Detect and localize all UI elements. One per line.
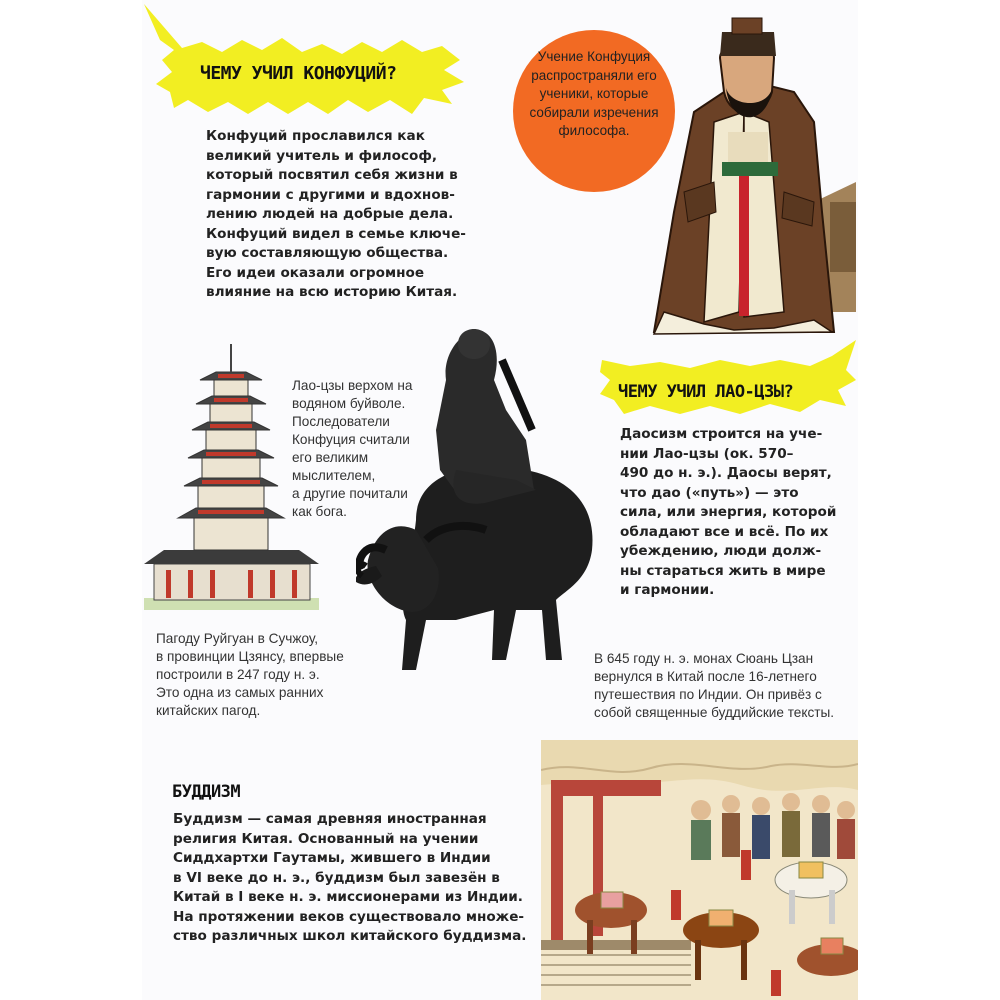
laozi-body-line: нии Лао-цзы (ок. 570– bbox=[620, 445, 794, 462]
confucius-body-line: Конфуций видел в семье ключе- bbox=[206, 225, 466, 242]
statue-caption-line: его великим bbox=[292, 450, 369, 465]
confucius-body-line: гармонии с другими и вдохнов- bbox=[206, 186, 455, 203]
pagoda-caption-line: в провинции Цзянсу, впервые bbox=[156, 649, 344, 664]
circle-line: ученики, которые bbox=[539, 86, 649, 101]
confucius-body-line: который посвятил себя жизни в bbox=[206, 167, 458, 183]
laozi-heading: ЧЕМУ УЧИЛ ЛАО-ЦЗЫ? bbox=[618, 382, 794, 402]
confucius-body-line: Конфуций прославился как bbox=[206, 128, 425, 144]
buddhism-body-line: Китай в I веке н. э. миссионерами из Индии. bbox=[173, 889, 523, 905]
monk-caption-line: В 645 году н. э. монах Сюань Цзан bbox=[594, 651, 814, 666]
laozi-body bbox=[620, 425, 850, 601]
pagoda-caption-line: построили в 247 году н. э. bbox=[156, 667, 320, 682]
buddhism-body-line: Сиддхартхи Гаутамы, жившего в Индии bbox=[173, 850, 491, 866]
pagoda-caption bbox=[156, 630, 376, 720]
statue-caption-line: как бога. bbox=[292, 504, 347, 519]
statue-caption-line: Последователи bbox=[292, 414, 390, 429]
pagoda-caption-line: Пагоду Руйгуан в Сучжоу, bbox=[156, 631, 319, 646]
laozi-body-line: что дао («путь») — это bbox=[620, 484, 799, 501]
speech-burst-shape bbox=[600, 340, 858, 420]
confucius-body-line: вую составляющую общества. bbox=[206, 245, 449, 261]
statue-caption-line: а другие почитали bbox=[292, 486, 408, 501]
circle-line: собирали изречения bbox=[529, 104, 659, 120]
pagoda-caption-line: китайских пагод. bbox=[156, 703, 261, 718]
laozi-body-line: сила, или энергия, которой bbox=[620, 504, 837, 520]
buddhism-body-line: Буддизм — самая древняя иностранная bbox=[173, 811, 487, 827]
laozi-body-line: убеждению, люди долж- bbox=[620, 543, 822, 559]
page-margin-right bbox=[858, 0, 1000, 1000]
laozi-body-line: 490 до н. э.). Даосы верят, bbox=[620, 465, 832, 481]
statue-caption-line: Лао-цзы верхом на bbox=[292, 378, 413, 393]
buddhism-body bbox=[173, 810, 527, 947]
laozi-heading-burst bbox=[600, 340, 858, 420]
laozi-body-line: ны стараться жить в мире bbox=[620, 562, 826, 579]
circle-line: распространяли его bbox=[531, 67, 657, 83]
confucius-body-line: великий учитель и философ, bbox=[206, 147, 438, 164]
monk-caption-line: путешествия по Индии. Он привёз с bbox=[594, 687, 822, 702]
monk-return-painting-image bbox=[541, 740, 858, 1000]
laozi-body-line: и гармонии. bbox=[620, 582, 715, 598]
buddhism-body-line: На протяжении веков существовало множе- bbox=[173, 908, 525, 925]
laozi-buffalo-statue-image bbox=[356, 320, 606, 680]
circle-line: Учение Конфуция bbox=[537, 49, 651, 64]
confucius-heading: ЧЕМУ УЧИЛ КОНФУЦИЙ? bbox=[200, 63, 397, 84]
monk-caption-line: вернулся в Китай после 16-летнего bbox=[594, 669, 817, 684]
buddhism-body-line: ство различных школ китайского буддизма. bbox=[173, 928, 527, 944]
monk-caption bbox=[594, 650, 854, 722]
confucius-body-line: лению людей на добрые дела. bbox=[206, 206, 454, 222]
circle-line: философа. bbox=[558, 123, 630, 138]
page-margin-left bbox=[0, 0, 142, 1000]
pagoda-caption-line: Это одна из самых ранних bbox=[156, 685, 324, 700]
monk-caption-line: собой священные буддийские тексты. bbox=[594, 705, 835, 720]
statue-caption-line: водяном буйволе. bbox=[292, 396, 406, 411]
buddhism-body-line: в VI веке до н. э., буддизм был завезён в bbox=[173, 869, 500, 886]
confucius-body-line: влияние на всю историю Китая. bbox=[206, 284, 458, 300]
buddhism-heading: БУДДИЗМ bbox=[172, 782, 241, 802]
laozi-body-line: обладают все и всё. По их bbox=[620, 523, 829, 540]
confucius-body-line: Его идеи оказали огромное bbox=[206, 264, 425, 281]
confucius-portrait-image bbox=[644, 12, 858, 342]
statue-caption-line: Конфуция считали bbox=[292, 432, 410, 447]
buddhism-body-line: религия Китая. Основанный на учении bbox=[173, 830, 479, 847]
confucius-body bbox=[206, 127, 506, 303]
statue-caption-line: мыслителем, bbox=[292, 468, 376, 483]
laozi-body-line: Даосизм строится на уче- bbox=[620, 426, 823, 442]
